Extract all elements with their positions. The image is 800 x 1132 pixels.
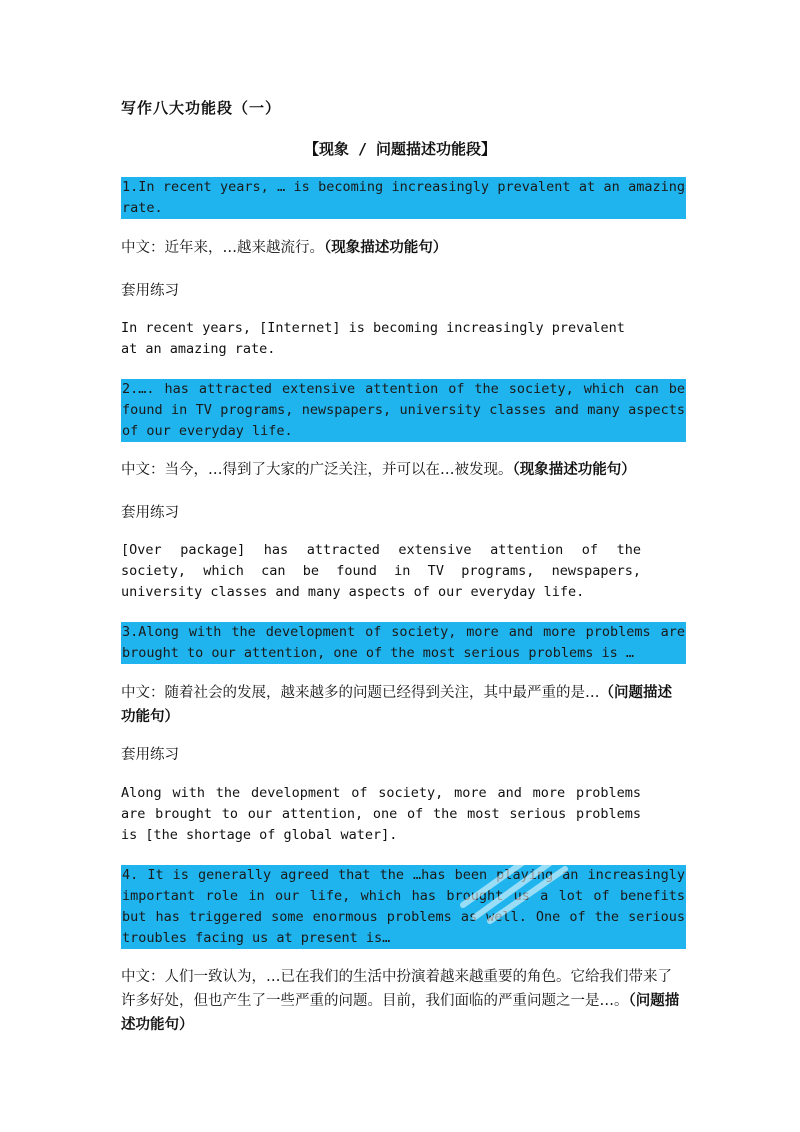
- practice-sentence-3: Along with the development of society, more and more problems are brought to our attention, one of the most serious problems is [the shortage of global water].: [121, 785, 641, 843]
- practice-label-1: 套用练习: [121, 283, 179, 299]
- highlighted-sentence-1: 1.In recent years, … is becoming increasingly prevalent at an amazing rate.: [121, 177, 686, 219]
- chinese-text: 中文：近年来，…越来越流行。: [121, 240, 324, 256]
- practice-sentence-1: In recent years, [Internet] is becoming increasingly prevalent at an amazing rate.: [121, 320, 625, 357]
- chinese-text: 中文：当今，…得到了大家的广泛关注，并可以在…被发现。: [121, 462, 513, 478]
- highlighted-sentence-3: 3.Along with the development of society, more and more problems are brought to our attention, one of the most serious problems is …: [121, 622, 686, 664]
- chinese-translation-1: [121, 236, 681, 260]
- practice-label-2: 套用练习: [121, 505, 179, 521]
- section-title: 【现象 / 问题描述功能段】: [303, 140, 497, 158]
- chinese-text: 中文：人们一致认为，…已在我们的生活中扮演着越来越重要的角色。它给我们带来了许多好处，但也产生了一些严重的问题。目前，我们面临的严重问题之一是…。: [121, 969, 672, 1009]
- chinese-text: 中文：随着社会的发展，越来越多的问题已经得到关注，其中最严重的是…: [121, 685, 600, 701]
- chinese-translation-3: [121, 681, 681, 729]
- function-tag: （现象描述功能句）: [324, 239, 448, 256]
- highlighted-sentence-2: 2.…. has attracted extensive attention of the society, which can be found in TV programs, newspapers, university classes and many aspects of our everyday life.: [121, 379, 686, 442]
- function-tag: （问题描述功能句）: [121, 992, 680, 1033]
- watermark-icon: [455, 855, 575, 925]
- practice-label-3: 套用练习: [121, 747, 179, 763]
- function-tag: （问题描述功能句）: [121, 684, 672, 725]
- chinese-translation-4: [121, 965, 681, 1037]
- practice-sentence-2: [Over package] has attracted extensive attention of the society, which can be found in TV programs, newspapers, university classes and many aspects of our everyday life.: [121, 542, 641, 600]
- document-title: 写作八大功能段（一）: [121, 99, 282, 117]
- highlighted-sentence-4: 4. It is generally agreed that the …has been playing an increasingly important role in our life, which has brought us a lot of benefits but has triggered some enormous problems as well. One of the serious troubles facing us at present is…: [121, 865, 686, 949]
- chinese-translation-2: [121, 458, 681, 482]
- function-tag: （现象描述功能句）: [512, 461, 636, 478]
